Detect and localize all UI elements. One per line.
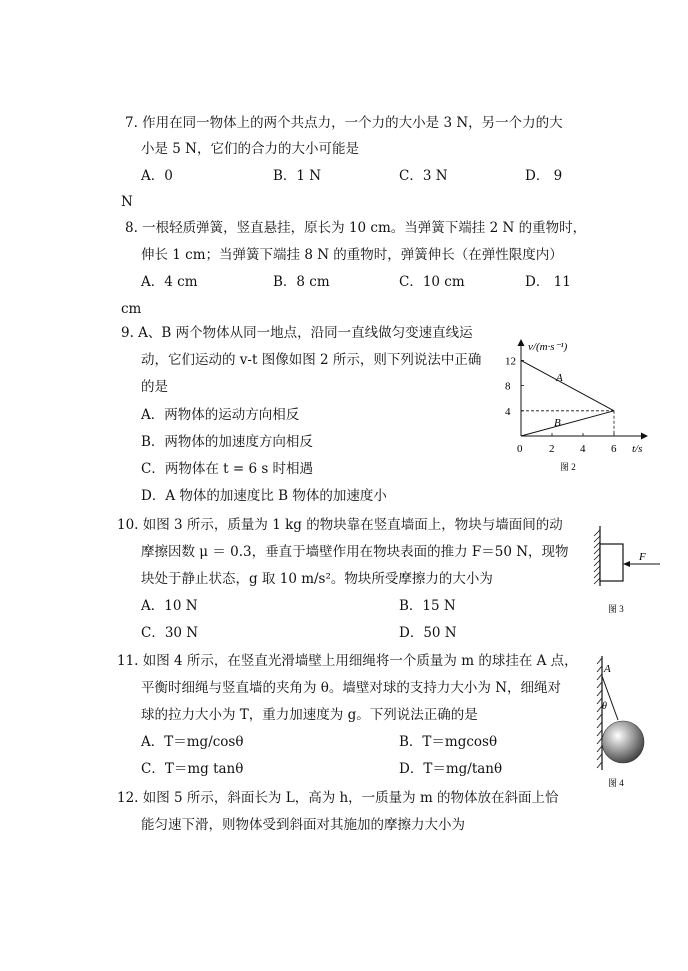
q8-line2: 伸长 1 cm；当弹簧下端挂 8 N 的重物时，弹簧伸长（在弹性限度内） <box>141 247 563 263</box>
wall-hatching <box>597 658 602 768</box>
force-label: F <box>639 551 646 563</box>
figure-3-block-wall <box>590 524 662 616</box>
q11-option-d: D．T＝mg/tanθ <box>399 761 503 777</box>
y-tick-label: 12 <box>505 355 516 368</box>
rope <box>602 676 618 720</box>
q11-option-b: B．T＝mgcosθ <box>399 734 498 750</box>
x-tick-label: 0 <box>517 443 523 455</box>
q10-option-d: D．50 N <box>399 625 457 641</box>
q8-option-d: D． 11 <box>525 274 571 290</box>
q7-line2: 小是 5 N，它们的合力的大小可能是 <box>141 141 359 157</box>
q10-option-c: C．30 N <box>141 625 199 641</box>
q10-line3: 块处于静止状态，g 取 10 m/s²。物块所受摩擦力的大小为 <box>141 571 493 587</box>
angle-theta-label: θ <box>602 701 607 712</box>
q8-option-c: C．10 cm <box>399 274 465 290</box>
series-line-b <box>521 411 614 436</box>
force-arrowhead <box>623 561 630 567</box>
x-axis-label: t/s <box>632 443 643 455</box>
x-tick-label: 2 <box>549 443 555 455</box>
vt-chart <box>504 334 654 476</box>
q10-option-b: B．15 N <box>399 598 456 614</box>
q9-line1: 9. A、B 两个物体从同一地点，沿同一直线做匀变速直线运 <box>121 325 473 341</box>
q11-line2: 平衡时细绳与竖直墙的夹角为 θ。墙壁对球的支持力大小为 N，细绳对 <box>141 680 562 696</box>
q8-option-b: B．8 cm <box>273 274 330 290</box>
line-b-label: B <box>554 417 561 429</box>
q9-option-a: A．两物体的运动方向相反 <box>141 407 300 423</box>
q9-option-d: D．A 物体的加速度比 B 物体的加速度小 <box>141 488 387 504</box>
y-tick-label: 4 <box>505 405 511 418</box>
x-tick-label: 6 <box>611 443 617 455</box>
q7-option-c: C．3 N <box>399 168 448 184</box>
q8-line1: 8. 一根轻质弹簧，竖直悬挂，原长为 10 cm。当弹簧下端挂 2 N 的重物时， <box>125 220 587 236</box>
line-a-label: A <box>556 372 563 384</box>
figure-4-caption: 图 4 <box>608 778 624 788</box>
q10-option-a: A．10 N <box>141 598 198 614</box>
q11-line1: 11. 如图 4 所示，在竖直光滑墙壁上用细绳将一个质量为 m 的球挂在 A 点， <box>117 653 578 669</box>
figure-3-caption: 图 3 <box>608 604 624 614</box>
q10-line1: 10. 如图 3 所示，质量为 1 kg 的物块靠在竖直墙面上，物块与墙面间的动 <box>117 517 563 533</box>
q12-line2: 能匀速下滑，则物体受到斜面对其施加的摩擦力大小为 <box>141 817 465 833</box>
figure-4-ball-wall <box>596 654 660 790</box>
q7-option-d: D． 9 <box>525 168 563 184</box>
q7-option-b: B．1 N <box>273 168 322 184</box>
q8-option-d-wrap: cm <box>121 301 142 317</box>
q10-line2: 摩擦因数 μ ＝ 0.3，垂直于墙壁作用在物块表面的推力 F＝50 N，现物 <box>141 544 569 560</box>
block <box>600 544 623 581</box>
q7-option-a: A．0 <box>141 168 173 184</box>
point-a-label: A <box>604 663 611 675</box>
wall-hatching <box>594 530 600 584</box>
q9-option-b: B．两物体的加速度方向相反 <box>141 434 313 450</box>
q11-option-a: A．T＝mg/cosθ <box>141 734 244 750</box>
q9-line2: 动，它们运动的 v-t 图像如图 2 所示，则下列说法中正确 <box>141 352 482 368</box>
q9-option-c: C．两物体在 t = 6 s 时相遇 <box>141 461 314 477</box>
y-tick-label: 8 <box>505 380 511 393</box>
q8-option-a: A．4 cm <box>141 274 198 290</box>
ball <box>602 721 644 763</box>
series-line-a <box>521 360 614 410</box>
q7-line1: 7. 作用在同一物体上的两个共点力，一个力的大小是 3 N，另一个力的大 <box>125 115 563 131</box>
figure-2-caption: 图 2 <box>560 462 576 472</box>
q7-option-d-wrap: N <box>121 194 133 210</box>
q11-option-c: C．T＝mg tanθ <box>141 761 244 777</box>
q12-line1: 12. 如图 5 所示，斜面长为 L，高为 h，一质量为 m 的物体放在斜面上恰 <box>117 790 559 806</box>
x-tick-label: 4 <box>580 443 586 455</box>
y-axis-label: v/(m·s⁻¹) <box>528 341 568 353</box>
q9-line3: 的是 <box>141 379 168 395</box>
figure-2-vt-graph <box>504 334 654 476</box>
q11-line3: 球的拉力大小为 T，重力加速度为 g。下列说法正确的是 <box>141 707 478 723</box>
